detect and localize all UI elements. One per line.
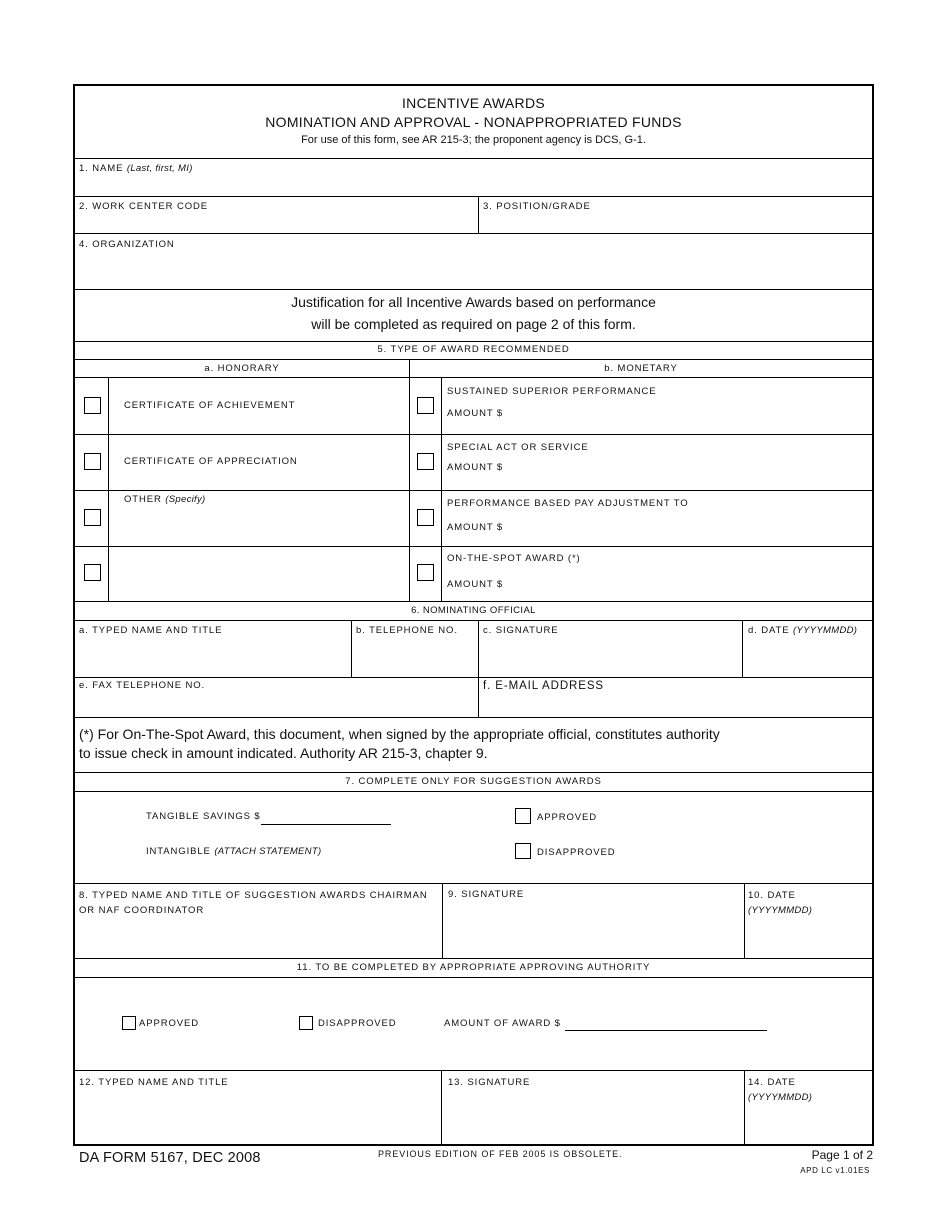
sustained-superior-performance-checkbox[interactable] xyxy=(417,397,434,414)
performance-pay-amount-field[interactable] xyxy=(500,518,870,544)
nominator-name-label: a. TYPED NAME AND TITLE xyxy=(79,625,223,636)
suggestion-approved-checkbox[interactable] xyxy=(515,808,531,824)
suggestion-chairman-label-2: OR NAF COORDINATOR xyxy=(79,905,205,916)
approver-signature-label: 13. SIGNATURE xyxy=(448,1077,531,1088)
email-address-field[interactable] xyxy=(479,694,872,716)
form-usage-note: For use of this form, see AR 215-3; the proponent agency is DCS, G-1. xyxy=(301,134,646,146)
on-the-spot-amount-label: AMOUNT $ xyxy=(447,579,504,590)
organization-field[interactable] xyxy=(75,234,872,289)
on-the-spot-note-line-2: to issue check in amount indicated. Authority AR 215-3, chapter 9. xyxy=(79,745,488,761)
suggestion-disapproved-label: DISAPPROVED xyxy=(537,847,616,858)
certificate-of-appreciation-label: CERTIFICATE OF APPRECIATION xyxy=(124,456,298,467)
suggestion-approved-label: APPROVED xyxy=(537,812,597,823)
suggestion-signature-label: 9. SIGNATURE xyxy=(448,889,525,900)
on-the-spot-amount-field[interactable] xyxy=(500,575,870,600)
authority-approved-checkbox[interactable] xyxy=(122,1016,136,1030)
section-5-title: 5. TYPE OF AWARD RECOMMENDED xyxy=(377,344,570,355)
suggestion-signature-field[interactable] xyxy=(443,902,744,957)
nominator-telephone-field[interactable] xyxy=(352,636,478,676)
suggestion-date-label: 10. DATE xyxy=(748,890,796,901)
approver-name-label: 12. TYPED NAME AND TITLE xyxy=(79,1077,229,1088)
da-form-5167 xyxy=(73,84,874,1146)
version-label: APD LC v1.01ES xyxy=(800,1166,870,1175)
suggestion-chairman-field[interactable] xyxy=(75,918,442,957)
page-number: Page 1 of 2 xyxy=(811,1148,873,1162)
suggestion-chairman-label-1: 8. TYPED NAME AND TITLE OF SUGGESTION AWARDS CHAIRMAN xyxy=(79,890,428,901)
nominator-date-label: d. DATE (YYYYMMDD) xyxy=(748,625,858,636)
on-the-spot-note-line-1: (*) For On-The-Spot Award, this document, when signed by the appropriate official, constitutes authority xyxy=(79,726,720,742)
special-act-or-service-checkbox[interactable] xyxy=(417,453,434,470)
other-award-specify-field[interactable] xyxy=(109,506,409,545)
special-act-amount-field[interactable] xyxy=(500,458,870,488)
approver-date-hint: (YYYYMMDD) xyxy=(748,1092,813,1103)
other-award-label: OTHER (Specify) xyxy=(124,494,206,505)
nominator-telephone-label: b. TELEPHONE NO. xyxy=(356,625,458,636)
email-address-label: f. E-MAIL ADDRESS xyxy=(483,680,604,692)
suggestion-date-hint: (YYYYMMDD) xyxy=(748,905,813,916)
organization-label: 4. ORGANIZATION xyxy=(79,239,175,250)
form-subtitle: NOMINATION AND APPROVAL - NONAPPROPRIATED FUNDS xyxy=(265,114,682,130)
position-grade-label: 3. POSITION/GRADE xyxy=(483,201,591,212)
nominator-signature-field[interactable] xyxy=(479,636,742,676)
name-label: 1. NAME (Last, first, MI) xyxy=(79,163,193,174)
amount-of-award-label: AMOUNT OF AWARD $ xyxy=(444,1018,561,1029)
tangible-savings-label: TANGIBLE SAVINGS $ xyxy=(146,811,261,822)
sustained-superior-performance-label: SUSTAINED SUPERIOR PERFORMANCE xyxy=(447,386,657,397)
authority-approved-label: APPROVED xyxy=(139,1018,199,1029)
sustained-amount-label: AMOUNT $ xyxy=(447,408,504,419)
special-act-amount-label: AMOUNT $ xyxy=(447,462,504,473)
nominator-signature-label: c. SIGNATURE xyxy=(483,625,559,636)
on-the-spot-award-checkbox[interactable] xyxy=(417,564,434,581)
approver-name-field[interactable] xyxy=(75,1090,441,1143)
performance-pay-adjustment-checkbox[interactable] xyxy=(417,509,434,526)
section-6-title: 6. NOMINATING OFFICIAL xyxy=(411,605,536,616)
section-11-title: 11. TO BE COMPLETED BY APPROPRIATE APPROVING AUTHORITY xyxy=(296,962,651,973)
tangible-savings-field[interactable] xyxy=(261,806,391,824)
form-number: DA FORM 5167, DEC 2008 xyxy=(79,1150,261,1166)
position-grade-field[interactable] xyxy=(479,197,872,233)
form-title: INCENTIVE AWARDS xyxy=(401,95,545,111)
other-award-checkbox[interactable] xyxy=(84,509,101,526)
justification-line-1: Justification for all Incentive Awards based on performance xyxy=(291,294,656,310)
approver-date-label: 14. DATE xyxy=(748,1077,796,1088)
previous-edition-note: PREVIOUS EDITION OF FEB 2005 IS OBSOLETE. xyxy=(378,1149,623,1159)
justification-line-2: will be completed as required on page 2 of this form. xyxy=(311,316,636,332)
amount-of-award-field[interactable] xyxy=(565,1012,767,1030)
on-the-spot-award-label: ON-THE-SPOT AWARD (*) xyxy=(447,553,581,564)
nominator-name-field[interactable] xyxy=(75,636,351,676)
special-act-or-service-label: SPECIAL ACT OR SERVICE xyxy=(447,442,589,453)
performance-pay-amount-label: AMOUNT $ xyxy=(447,522,504,533)
monetary-header: b. MONETARY xyxy=(604,363,678,374)
other-award-extra-checkbox[interactable] xyxy=(84,564,101,581)
approver-signature-field[interactable] xyxy=(442,1090,744,1143)
fax-telephone-label: e. FAX TELEPHONE NO. xyxy=(79,680,206,691)
nominator-date-field[interactable] xyxy=(743,636,872,676)
sustained-amount-field[interactable] xyxy=(500,404,870,432)
suggestion-date-field[interactable] xyxy=(745,918,872,957)
authority-disapproved-label: DISAPPROVED xyxy=(318,1018,397,1029)
authority-disapproved-checkbox[interactable] xyxy=(299,1016,313,1030)
approver-date-field[interactable] xyxy=(745,1106,872,1143)
certificate-of-achievement-label: CERTIFICATE OF ACHIEVEMENT xyxy=(124,400,296,411)
name-field[interactable] xyxy=(75,159,872,196)
suggestion-disapproved-checkbox[interactable] xyxy=(515,843,531,859)
intangible-label: INTANGIBLE (ATTACH STATEMENT) xyxy=(146,846,322,857)
work-center-field[interactable] xyxy=(75,197,478,233)
fax-telephone-field[interactable] xyxy=(75,691,478,716)
honorary-header: a. HONORARY xyxy=(204,363,280,374)
section-7-title: 7. COMPLETE ONLY FOR SUGGESTION AWARDS xyxy=(345,776,602,787)
other-award-extra-field[interactable] xyxy=(109,547,409,601)
certificate-of-appreciation-checkbox[interactable] xyxy=(84,453,101,470)
certificate-of-achievement-checkbox[interactable] xyxy=(84,397,101,414)
performance-pay-adjustment-label: PERFORMANCE BASED PAY ADJUSTMENT TO xyxy=(447,498,689,509)
work-center-label: 2. WORK CENTER CODE xyxy=(79,201,208,212)
